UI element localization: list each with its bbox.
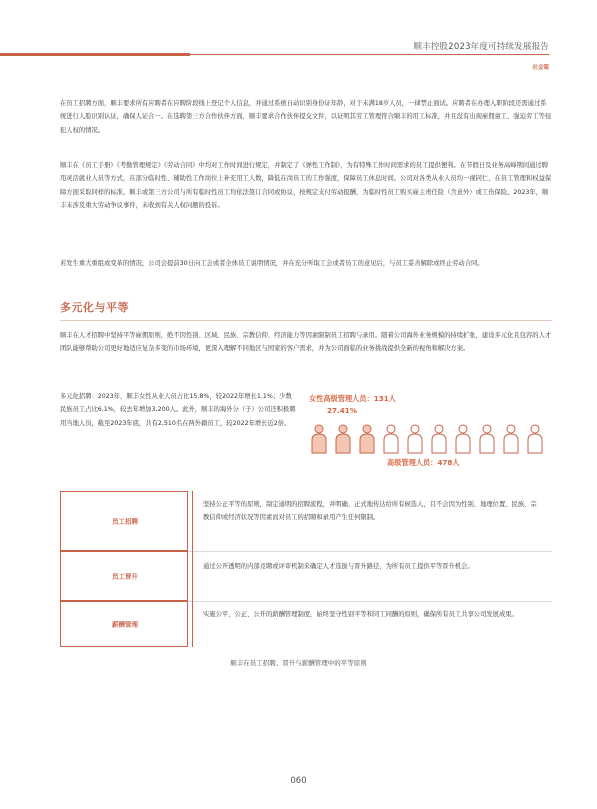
- section-heading: 多元化与平等: [60, 301, 129, 314]
- principle-label: 薪酬管理: [112, 620, 138, 629]
- female-managers-label: 女性高级管理人员：131人: [309, 394, 396, 403]
- principle-row-compensation: [60, 601, 552, 647]
- principle-description: 通过公开透明的内部竞聘或评审机制来确定人才选拔与晋升路径，为所有员工提供平等晋升机会。: [192, 551, 552, 601]
- senior-managers-label: 高级管理人员：478人: [387, 458, 460, 467]
- person-icon: [504, 425, 518, 453]
- people-icons: [307, 423, 547, 455]
- paragraph-restructuring: 若发生重大重组或变革的情况，公司会提前30日向工会或者全体员工说明情况，并在充分听取工会或者员工的意见后，与员工妥善解除或终止劳动合同。: [60, 260, 484, 267]
- principle-row-promotion: [60, 551, 552, 601]
- report-title: 顺丰控股2023年度可持续发展报告: [413, 42, 549, 52]
- person-icon: [528, 425, 542, 453]
- principle-label-box: [60, 601, 188, 647]
- person-icon: [384, 425, 398, 453]
- female-managers-percentage: 27.41%: [327, 406, 357, 415]
- section-tag: 社会篇: [532, 65, 549, 71]
- table-caption: 顺丰在员工招聘、晋升与薪酬管理中的平等原则: [230, 659, 367, 667]
- person-icon: [432, 425, 446, 453]
- principle-row-recruitment: [60, 491, 552, 551]
- paragraph-equal-hiring: 顺丰在人才招聘中坚持平等雇佣原则，绝不因性别、区域、民族、宗教信仰、经济能力等因素限制员工招聘与录用。随着公司海外业务规模的持续扩张，建设多元化且包容的人才团队能够帮助公司更好地适应复杂多变的市场环境，更深入理解不同地区与国家的客户需求，并为公司面临的业务挑战提供全新的视角和解决方案。: [60, 332, 552, 353]
- page-number: 060: [290, 776, 307, 786]
- person-icon: [456, 425, 470, 453]
- paragraph-working-hours: 顺丰在《员工手册》《考勤管理规定》《劳动合同》中均对工作时间进行规定，并制定了《弹性工作制》，为有特殊工作时间需求的员工提供便利。在节假日及业务高峰期间通过聘用灵活就业人员等方式，在部分临时性、辅助性工作岗位上补充用工人数，降低在岗员工的工作强度，保障员工休息时间。公司对各类从业人员均一视同仁，在员工管理和权益保障方面采取同样的标准。顺丰或第三方公司与所有临时性员工均依法签订合同或协议，按规定支付劳动报酬，为临时性员工购买雇主责任险（含意外）或工伤保险。2023年，顺丰未涉及重大劳动争议事件，未收到有关人权问题的投诉。: [60, 162, 552, 210]
- principle-label: 员工晋升: [112, 572, 138, 581]
- diversity-hiring-text: 多元化招聘：2023年，顺丰女性从业人员占比15.8%，较2022年增长1.1%；少数民族员工占比6.1%，较去年增加3,200人。此外，顺丰的海外分（子）公司还积极聘用当地人员，截至2023年底，共有2,510名在两外籍员工，较2022年增长近2倍。: [60, 393, 296, 427]
- person-icon: [480, 425, 494, 453]
- principle-label-box: [60, 491, 188, 551]
- female-person-icon: [312, 425, 326, 453]
- principle-label-box: [60, 551, 188, 601]
- header-rule: [190, 54, 549, 55]
- female-person-icon: [336, 425, 350, 453]
- principle-description: 实施公平、公正、公开的薪酬管理制度，始终坚守性别平等和同工同酬的原则，确保所有员工共享公司发展成果。: [192, 601, 552, 647]
- principle-label: 员工招聘: [112, 517, 138, 526]
- person-icon: [408, 425, 422, 453]
- header-accent-bar: [0, 53, 190, 56]
- paragraph-recruitment: 在员工招聘方面，顺丰要求所有应聘者在应聘阶段线上登记个人信息，并通过系统自动识别身份证年龄，对于未满18岁人员，一律禁止面试。应聘者在办理入职阶段还需通过系统进行人脸识别认证，确保人证合一。在选聘第三方合作伙伴方面，顺丰要求合作伙伴提交文件，以证明其劳工管理符合顺丰的用工标准，并且没有出现雇佣童工、强迫劳工等侵犯人权的情况。: [60, 100, 552, 134]
- principle-description: 坚持公正平等的原则，制定通明的招聘流程，并明确、正式地传达给所有候选人，且不会因为性别、地理位置、民族、宗教信仰或经济状况等因素而对员工的招聘和录用产生任何限制。: [192, 491, 552, 551]
- section-heading-rule: [60, 320, 552, 321]
- female-person-icon: [360, 425, 374, 453]
